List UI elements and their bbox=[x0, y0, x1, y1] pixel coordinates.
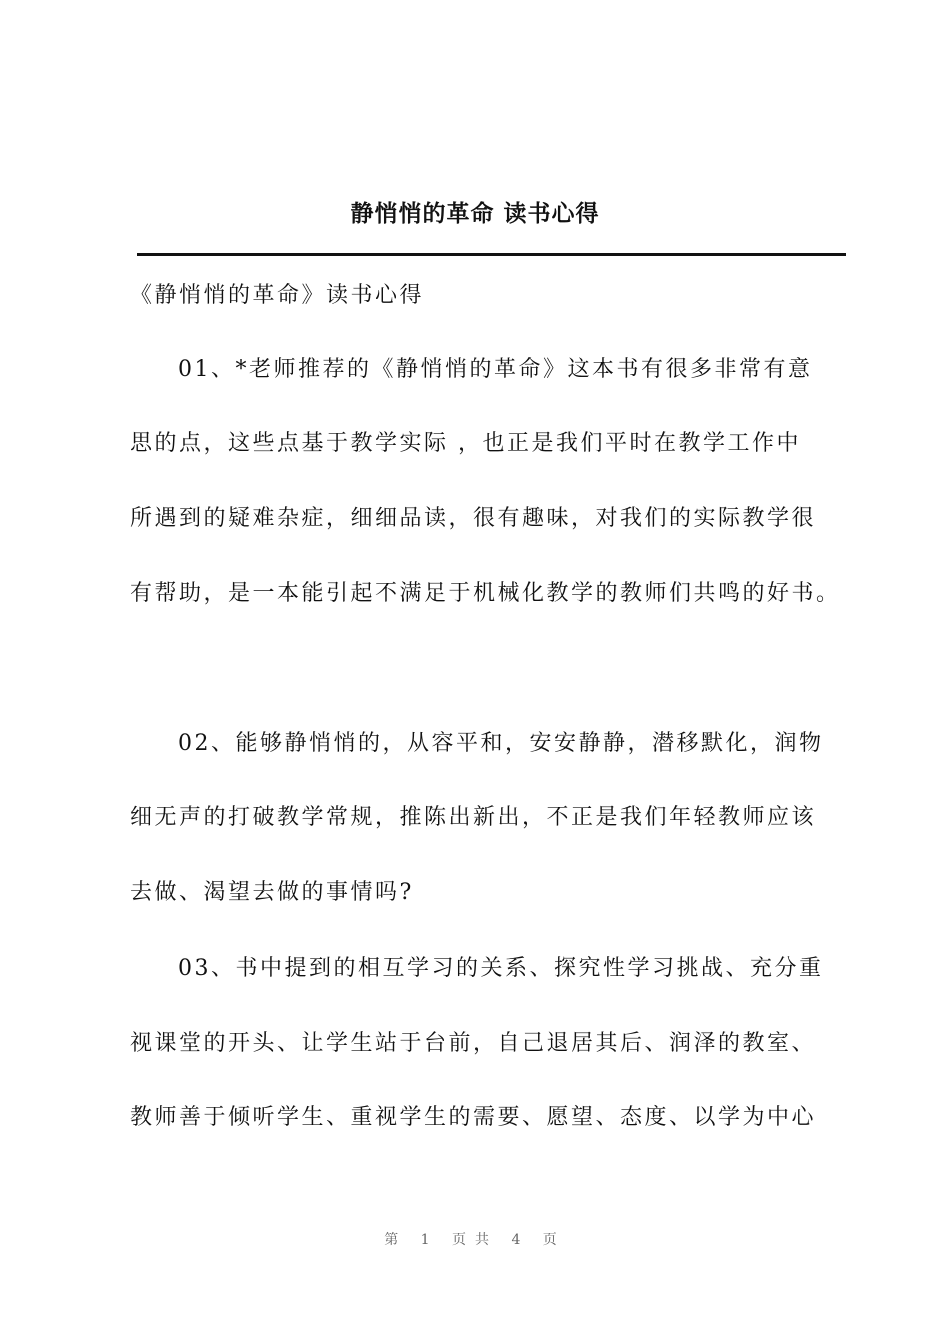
paragraph-1-line-4: 有帮助，是一本能引起不满足于机械化教学的教师们共鸣的好书。 bbox=[130, 581, 841, 606]
title-underline-rule bbox=[137, 253, 846, 256]
paragraph-1-line-1: 01、*老师推荐的《静悄悄的革命》这本书有很多非常有意 bbox=[178, 357, 813, 382]
page-number-footer: 第 1 页共 4 页 bbox=[384, 1232, 566, 1248]
paragraph-3-line-1: 03、书中提到的相互学习的关系、探究性学习挑战、充分重 bbox=[178, 956, 824, 981]
paragraph-1-line-2: 思的点，这些点基于教学实际 ，也正是我们平时在教学工作中 bbox=[130, 431, 801, 456]
paragraph-2-line-2: 细无声的打破教学常规，推陈出新出，不正是我们年轻教师应该 bbox=[130, 805, 817, 830]
paragraph-2-line-3: 去做、渴望去做的事情吗? bbox=[130, 880, 414, 905]
document-subtitle: 《静悄悄的革命》读书心得 bbox=[130, 283, 425, 308]
document-title: 静悄悄的革命 读书心得 bbox=[350, 201, 600, 227]
paragraph-2-line-1: 02、能够静悄悄的，从容平和，安安静静，潜移默化，润物 bbox=[178, 731, 824, 756]
paragraph-1-line-3: 所遇到的疑难杂症，细细品读，很有趣味，对我们的实际教学很 bbox=[130, 506, 817, 531]
paragraph-3-line-3: 教师善于倾听学生、重视学生的需要、愿望、态度、以学为中心 bbox=[130, 1105, 817, 1130]
paragraph-3-line-2: 视课堂的开头、让学生站于台前，自己退居其后、润泽的教室、 bbox=[130, 1031, 817, 1056]
